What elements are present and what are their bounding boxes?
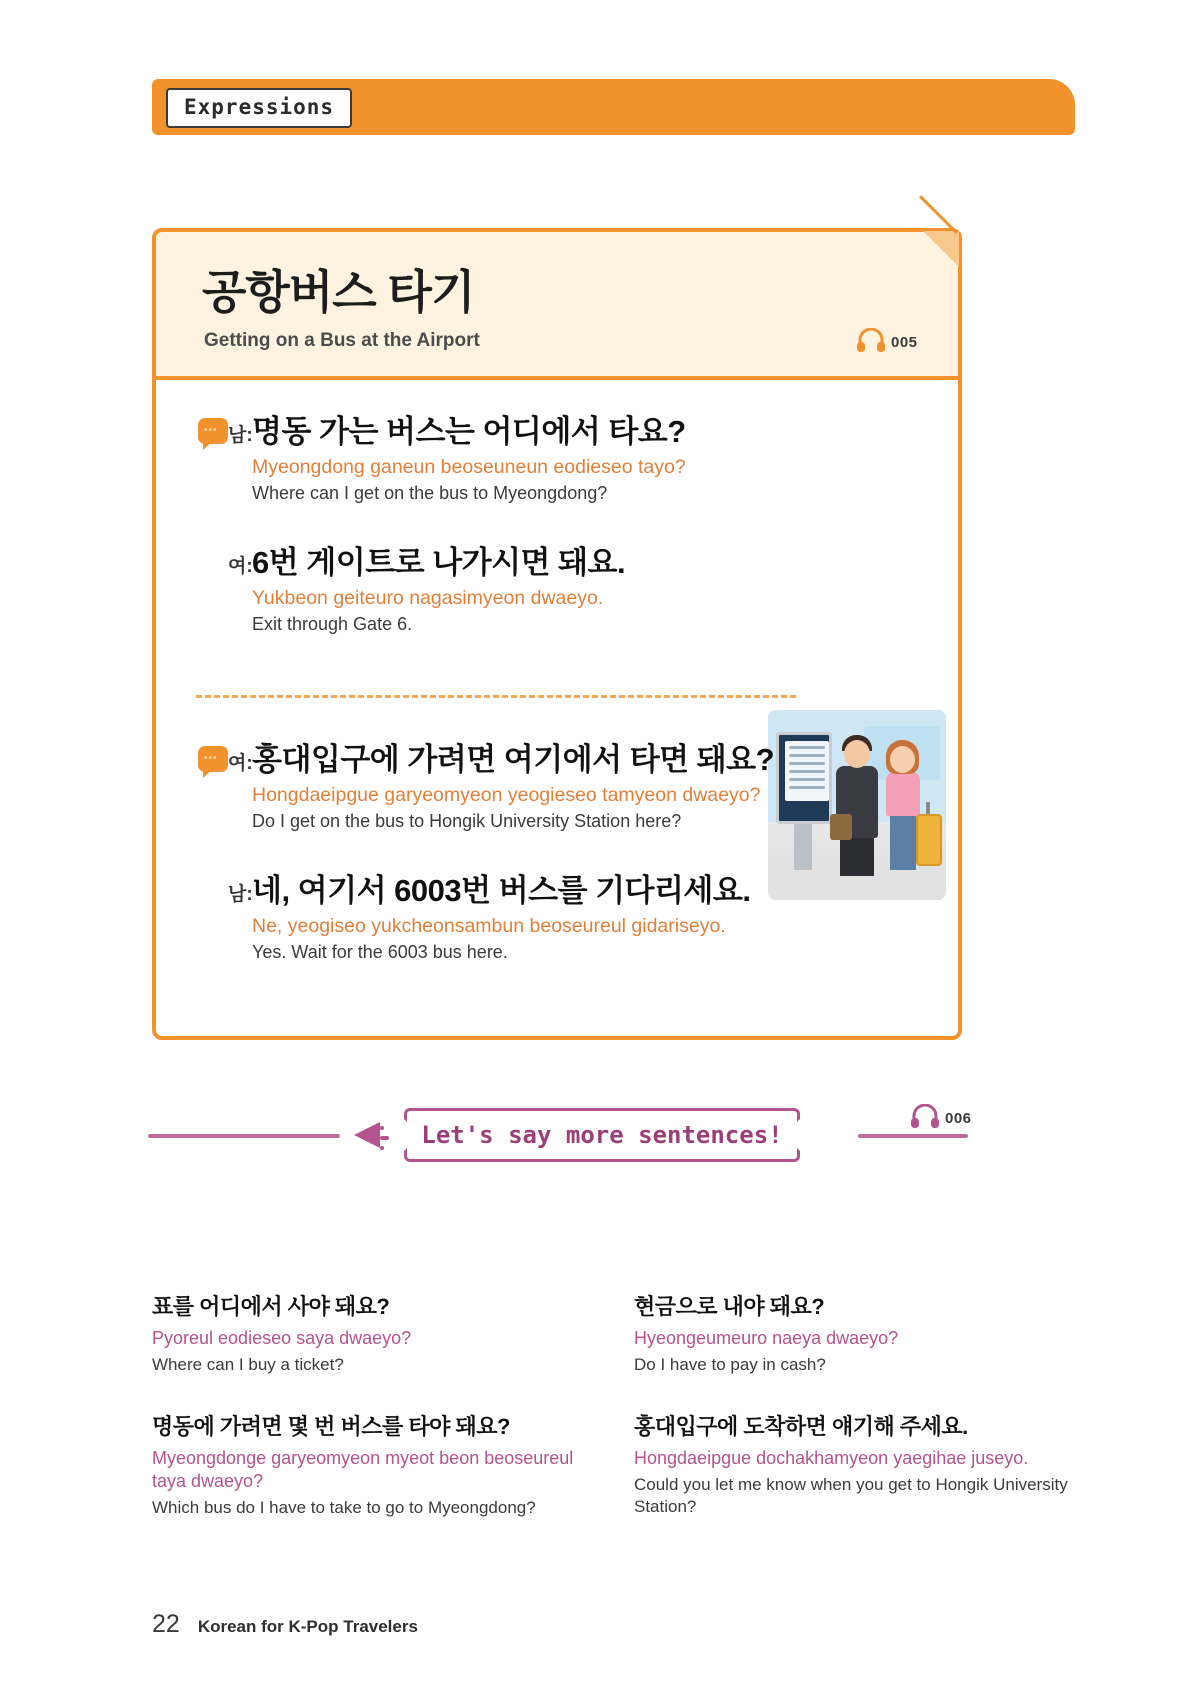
sentence-item: [152, 1410, 590, 1519]
headphones-icon: [856, 328, 886, 357]
dialogue-english: Yes. Wait for the 6003 bus here.: [252, 941, 508, 962]
dialogue-english: Where can I get on the bus to Myeongdong?: [252, 482, 608, 503]
page-footer: [152, 1610, 418, 1639]
dialogue-line: [204, 742, 892, 832]
dogear-line-decoration: [919, 195, 958, 234]
speaker-label: 여:: [228, 753, 253, 774]
sentence-korean: 홍대입구에 도착하면 얘기해 주세요.: [634, 1414, 968, 1440]
sentence-english: Could you let me know when you get to Hongik University Station?: [634, 1475, 1068, 1517]
dogear-decoration: [923, 231, 959, 267]
dialogue-romanization: Ne, yeogiseo yukcheonsambun beoseureul gidariseyo.: [252, 914, 726, 937]
sentence-romanization: Myeongdonge garyeomyeon myeot beon beoseureul taya dwaeyo?: [152, 1448, 574, 1492]
more-sentences-grid: [152, 1290, 1072, 1553]
sentence-english: Do I have to pay in cash?: [634, 1355, 826, 1375]
dialogue-romanization: Hongdaeipgue garyeomyeon yeogieseo tamyeon dwaeyo?: [252, 783, 761, 806]
lesson-title-box: [152, 228, 962, 380]
sentence-row: [152, 1410, 1072, 1519]
audio-track-number: 006: [945, 1110, 972, 1127]
ribbon-line-left: [148, 1134, 340, 1138]
sentence-row: [152, 1290, 1072, 1376]
sentence-korean: 명동에 가려면 몇 번 버스를 타야 돼요?: [152, 1414, 510, 1440]
sentence-romanization: Hongdaeipgue dochakhamyeon yaegihae juseyo.: [634, 1448, 1029, 1469]
dialogue-korean: 명동 가는 버스는 어디에서 타요?: [252, 414, 686, 449]
sentence-romanization: Hyeongeumeuro naeya dwaeyo?: [634, 1328, 899, 1348]
headphones-icon: [910, 1104, 940, 1133]
section-divider: [196, 695, 796, 698]
audio-track-marker[interactable]: [910, 1104, 972, 1133]
sentence-item: [152, 1290, 590, 1376]
dialogue-korean: 네, 여기서 6003번 버스를 기다리세요.: [252, 873, 751, 908]
audio-track-marker[interactable]: [856, 328, 918, 357]
page-number: 22: [152, 1610, 180, 1638]
lesson-english-title: Getting on a Bus at the Airport: [204, 330, 480, 351]
sentence-english: Which bus do I have to take to go to Myeongdong?: [152, 1498, 536, 1518]
megaphone-icon: [348, 1114, 392, 1156]
dialogue-card: [152, 228, 962, 1040]
sentence-item: [634, 1290, 1072, 1376]
dialogue-english: Exit through Gate 6.: [252, 613, 413, 634]
dialogue-line: [204, 414, 852, 504]
audio-track-number: 005: [891, 334, 918, 351]
ribbon-line-right: [858, 1134, 968, 1138]
ribbon-label: Let's say more sentences!: [421, 1121, 783, 1149]
speech-bubble-icon: •••: [198, 746, 228, 772]
speaker-label: 남:: [228, 425, 253, 446]
speaker-label: 여:: [228, 556, 253, 577]
book-title: Korean for K-Pop Travelers: [197, 1617, 418, 1636]
section-label-chip: Expressions: [166, 88, 352, 128]
dialogue-line: [228, 545, 752, 635]
sentence-romanization: Pyoreul eodieseo saya dwaeyo?: [152, 1328, 412, 1348]
dialogue-korean: 홍대입구에 가려면 여기에서 타면 돼요?: [252, 742, 775, 777]
dialogue-english: Do I get on the bus to Hongik University Station here?: [252, 810, 682, 831]
sentence-english: Where can I buy a ticket?: [152, 1355, 344, 1375]
sentence-korean: 현금으로 내야 돼요?: [634, 1294, 825, 1319]
sentence-korean: 표를 어디에서 사야 돼요?: [152, 1294, 390, 1319]
dialogue-korean: 6번 게이트로 나가시면 돼요.: [252, 545, 626, 580]
speech-bubble-icon: •••: [198, 418, 228, 444]
dialogue-line: [228, 873, 892, 963]
more-sentences-header: [0, 1100, 1200, 1170]
dialogue-romanization: Myeongdong ganeun beoseuneun eodieseo tayo?: [252, 455, 686, 478]
more-sentences-ribbon: [404, 1108, 800, 1162]
expressions-header-bar: [152, 79, 1075, 135]
dialogue-romanization: Yukbeon geiteuro nagasimyeon dwaeyo.: [252, 586, 604, 609]
dialogue-body: [152, 376, 962, 1040]
sentence-item: [634, 1410, 1072, 1519]
speaker-label: 남:: [228, 884, 253, 905]
lesson-korean-title: 공항버스 타기: [202, 266, 475, 318]
